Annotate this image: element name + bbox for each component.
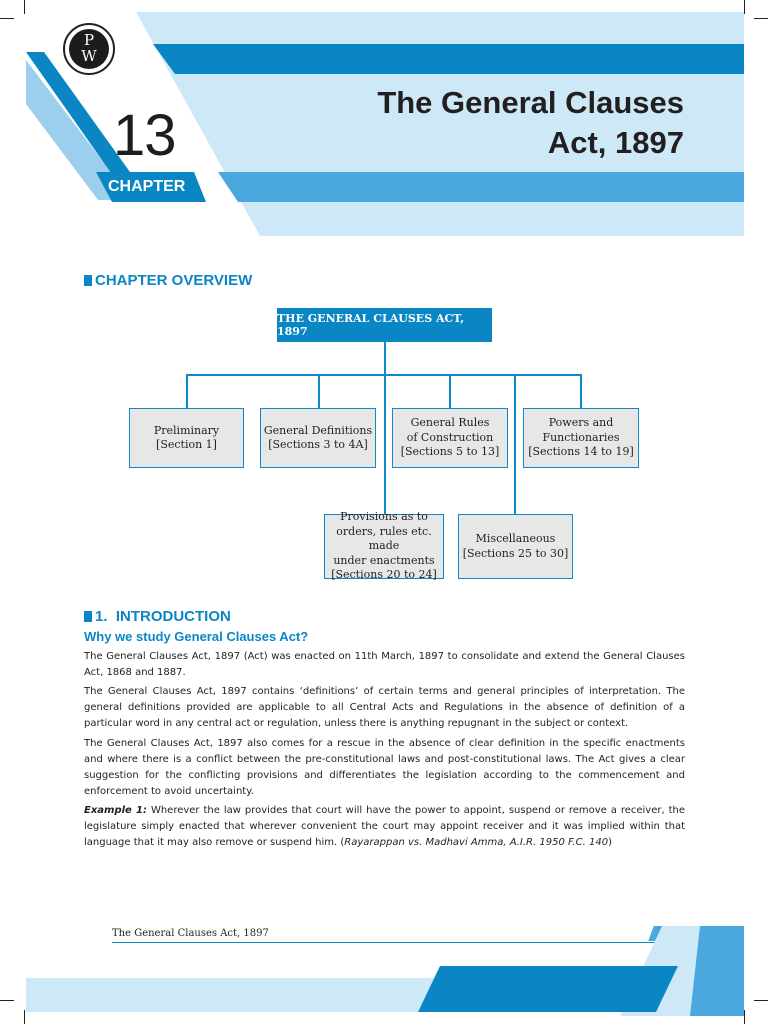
- node-text: Miscellaneous: [475, 532, 556, 545]
- footer-banner: [0, 920, 768, 1024]
- connector-line: [384, 342, 386, 514]
- title-line-2: Act, 1897: [547, 125, 684, 160]
- pw-logo: [63, 23, 115, 75]
- diagram-node-miscellaneous: [458, 514, 573, 579]
- node-text: orders, rules etc. made: [336, 524, 432, 553]
- heading-square-icon: [84, 275, 92, 286]
- example-close: ): [608, 837, 612, 848]
- paragraph: The General Clauses Act, 1897 (Act) was enacted on 11th March, 1897 to consolidate and extend the General Clauses Act, 1868 and 1887.: [84, 651, 685, 678]
- introduction-subheading: Why we study General Clauses Act?: [84, 629, 309, 644]
- node-text: Preliminary: [153, 423, 220, 437]
- node-text: Functionaries: [542, 430, 620, 444]
- node-text: Powers and: [548, 416, 614, 430]
- example-text: Wherever the law provides that court will have the power to appoint, suspend or remove a receiver, the legislature simply enacted that wherever convenient the court may appoint receiver and it was implied within that language that it may also remove or suspend him. (: [84, 805, 685, 848]
- logo-letter: W: [81, 47, 97, 65]
- example-label: Example 1:: [84, 805, 148, 816]
- node-text: [Sections 3 to 4A]: [268, 438, 368, 451]
- node-text: [Sections 5 to 13]: [400, 445, 500, 459]
- chapter-label: CHAPTER: [108, 178, 186, 195]
- chapter-number: 13: [113, 103, 176, 168]
- connector-line: [318, 374, 320, 408]
- node-text: General Definitions: [263, 423, 373, 437]
- introduction-label: 1. INTRODUCTION: [95, 608, 231, 625]
- node-text: Provisions as to: [340, 510, 428, 524]
- example-citation: Rayarappan vs. Madhavi Amma, A.I.R. 1950 F.C. 140: [344, 837, 609, 848]
- diagram-node-powers-functionaries: [523, 408, 639, 468]
- connector-line: [580, 374, 582, 408]
- logo-letter: P: [83, 31, 95, 49]
- connector-line: [449, 374, 451, 408]
- node-text: under enactments: [333, 553, 435, 567]
- heading-square-icon: [84, 611, 92, 622]
- node-text: [Sections 14 to 19]: [528, 445, 634, 459]
- chapter-overview-label: CHAPTER OVERVIEW: [95, 272, 253, 289]
- node-text: [Section 1]: [156, 438, 217, 451]
- node-text: of Construction: [406, 430, 494, 444]
- diagram-root-box: THE GENERAL CLAUSES ACT, 1897: [277, 308, 492, 342]
- title-line-1: The General Clauses: [377, 85, 684, 120]
- paragraph: The General Clauses Act, 1897 contains ‘definitions’ of certain terms and general principles of interpretation. The general definitions provided are applicable to all Central Acts and Regulations in the absence of definition of a particular word in any central act or regulation, unless there is anything repugnant in the subject or context.: [84, 686, 685, 729]
- paragraph: The General Clauses Act, 1897 also comes for a rescue in the absence of clear definition in the specific enactments and where there is a conflict between the pre-constitutional laws and post-constitutional laws. The Act gives a clear suggestion for the conflicting provisions and differentiates the legislation according to the commencement and enforcement to avoid uncertainty.: [84, 738, 685, 797]
- node-text: [Sections 25 to 30]: [462, 546, 569, 560]
- diagram-node-general-rules: [392, 408, 508, 468]
- page-title: [377, 83, 684, 163]
- running-footer-title: The General Clauses Act, 1897: [112, 928, 269, 939]
- connector-line: [186, 374, 188, 408]
- diagram-node-general-definitions: [260, 408, 376, 468]
- diagram-node-preliminary: [129, 408, 244, 468]
- example-paragraph: [84, 803, 685, 851]
- chapter-overview-heading: [84, 272, 252, 289]
- node-text: General Rules: [410, 416, 490, 430]
- introduction-heading: [84, 608, 231, 625]
- diagram-node-provisions: [324, 510, 444, 582]
- connector-line: [514, 374, 516, 514]
- node-text: [Sections 20 to 24]: [331, 568, 437, 582]
- connector-line: [186, 374, 581, 376]
